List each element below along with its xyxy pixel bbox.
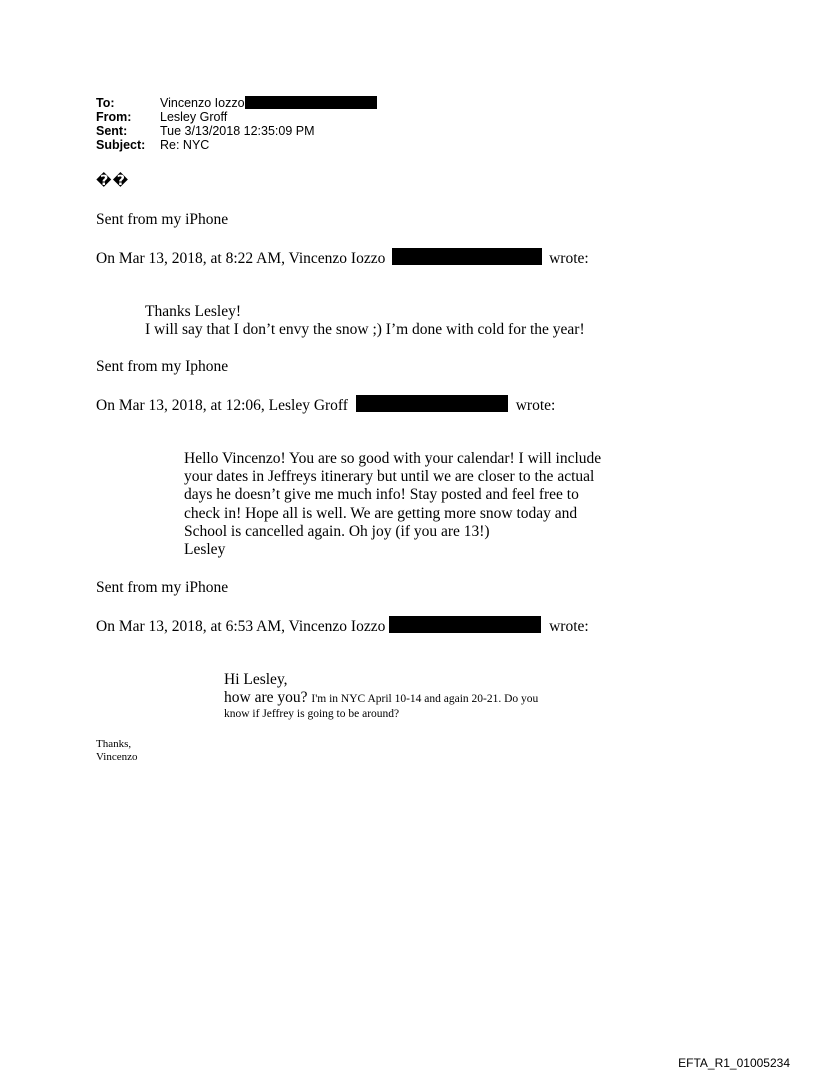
sent-label: Sent: xyxy=(96,124,128,138)
quote-attribution xyxy=(96,248,589,268)
quote-attribution xyxy=(96,395,555,415)
to-value: Vincenzo Iozzo xyxy=(160,96,245,110)
message-line: know if Jeffrey is going to be around? xyxy=(224,708,400,721)
attribution-text: On Mar 13, 2018, at 12:06, Lesley Groff xyxy=(96,397,348,414)
signature-line: Sent from my iPhone xyxy=(96,211,229,228)
attribution-wrote: wrote: xyxy=(549,618,589,635)
message-line: I will say that I don’t envy the snow ;) I’m done with cold for the year! xyxy=(145,321,585,339)
signature-line: Sent from my iPhone xyxy=(96,579,229,596)
closing xyxy=(96,738,138,764)
message-line xyxy=(224,689,538,708)
attribution-text: On Mar 13, 2018, at 6:53 AM, Vincenzo Iozzo xyxy=(96,618,386,635)
message-lead: how are you? xyxy=(224,689,308,707)
message-line: Lesley xyxy=(184,541,226,559)
quote-attribution xyxy=(96,616,589,636)
redaction-box xyxy=(245,96,377,109)
subject-label: Subject: xyxy=(96,138,146,152)
header-sent-row xyxy=(96,124,377,138)
message-3 xyxy=(224,671,538,721)
garbled-characters: �� xyxy=(96,173,130,189)
redaction-box xyxy=(392,248,542,265)
redaction-box xyxy=(389,616,541,633)
message-line: School is cancelled again. Oh joy (if you are 13!) xyxy=(184,522,490,540)
from-value: Lesley Groff xyxy=(160,110,228,124)
message-line: check in! Hope all is well. We are getting more snow today and xyxy=(184,504,578,522)
closing-name: Vincenzo xyxy=(96,751,138,763)
signature-line: Sent from my Iphone xyxy=(96,358,229,375)
message-2 xyxy=(184,450,601,559)
message-line: days he doesn’t give me much info! Stay posted and feel free to xyxy=(184,486,579,504)
closing-line: Thanks, xyxy=(96,738,132,750)
redaction-box xyxy=(356,395,508,412)
attribution-wrote: wrote: xyxy=(515,397,556,414)
document-id: EFTA_R1_01005234 xyxy=(678,1056,790,1070)
attribution-wrote: wrote: xyxy=(549,250,589,267)
attribution-text: On Mar 13, 2018, at 8:22 AM, Vincenzo Iozzo xyxy=(96,250,386,267)
from-label: From: xyxy=(96,110,132,124)
message-1 xyxy=(145,303,585,339)
message-rest: I'm in NYC April 10-14 and again 20-21. Do you xyxy=(311,693,539,706)
to-label: To: xyxy=(96,96,115,110)
message-line: Thanks Lesley! xyxy=(145,303,241,320)
email-header xyxy=(96,96,377,152)
message-line: Hello Vincenzo! You are so good with your calendar! I will include xyxy=(184,450,602,467)
message-line: Hi Lesley, xyxy=(224,671,288,688)
header-to-row xyxy=(96,96,377,110)
sent-value: Tue 3/13/2018 12:35:09 PM xyxy=(160,124,315,138)
header-subject-row xyxy=(96,138,377,152)
message-line: your dates in Jeffreys itinerary but until we are closer to the actual xyxy=(184,468,595,486)
subject-value: Re: NYC xyxy=(160,138,210,152)
header-from-row xyxy=(96,110,377,124)
